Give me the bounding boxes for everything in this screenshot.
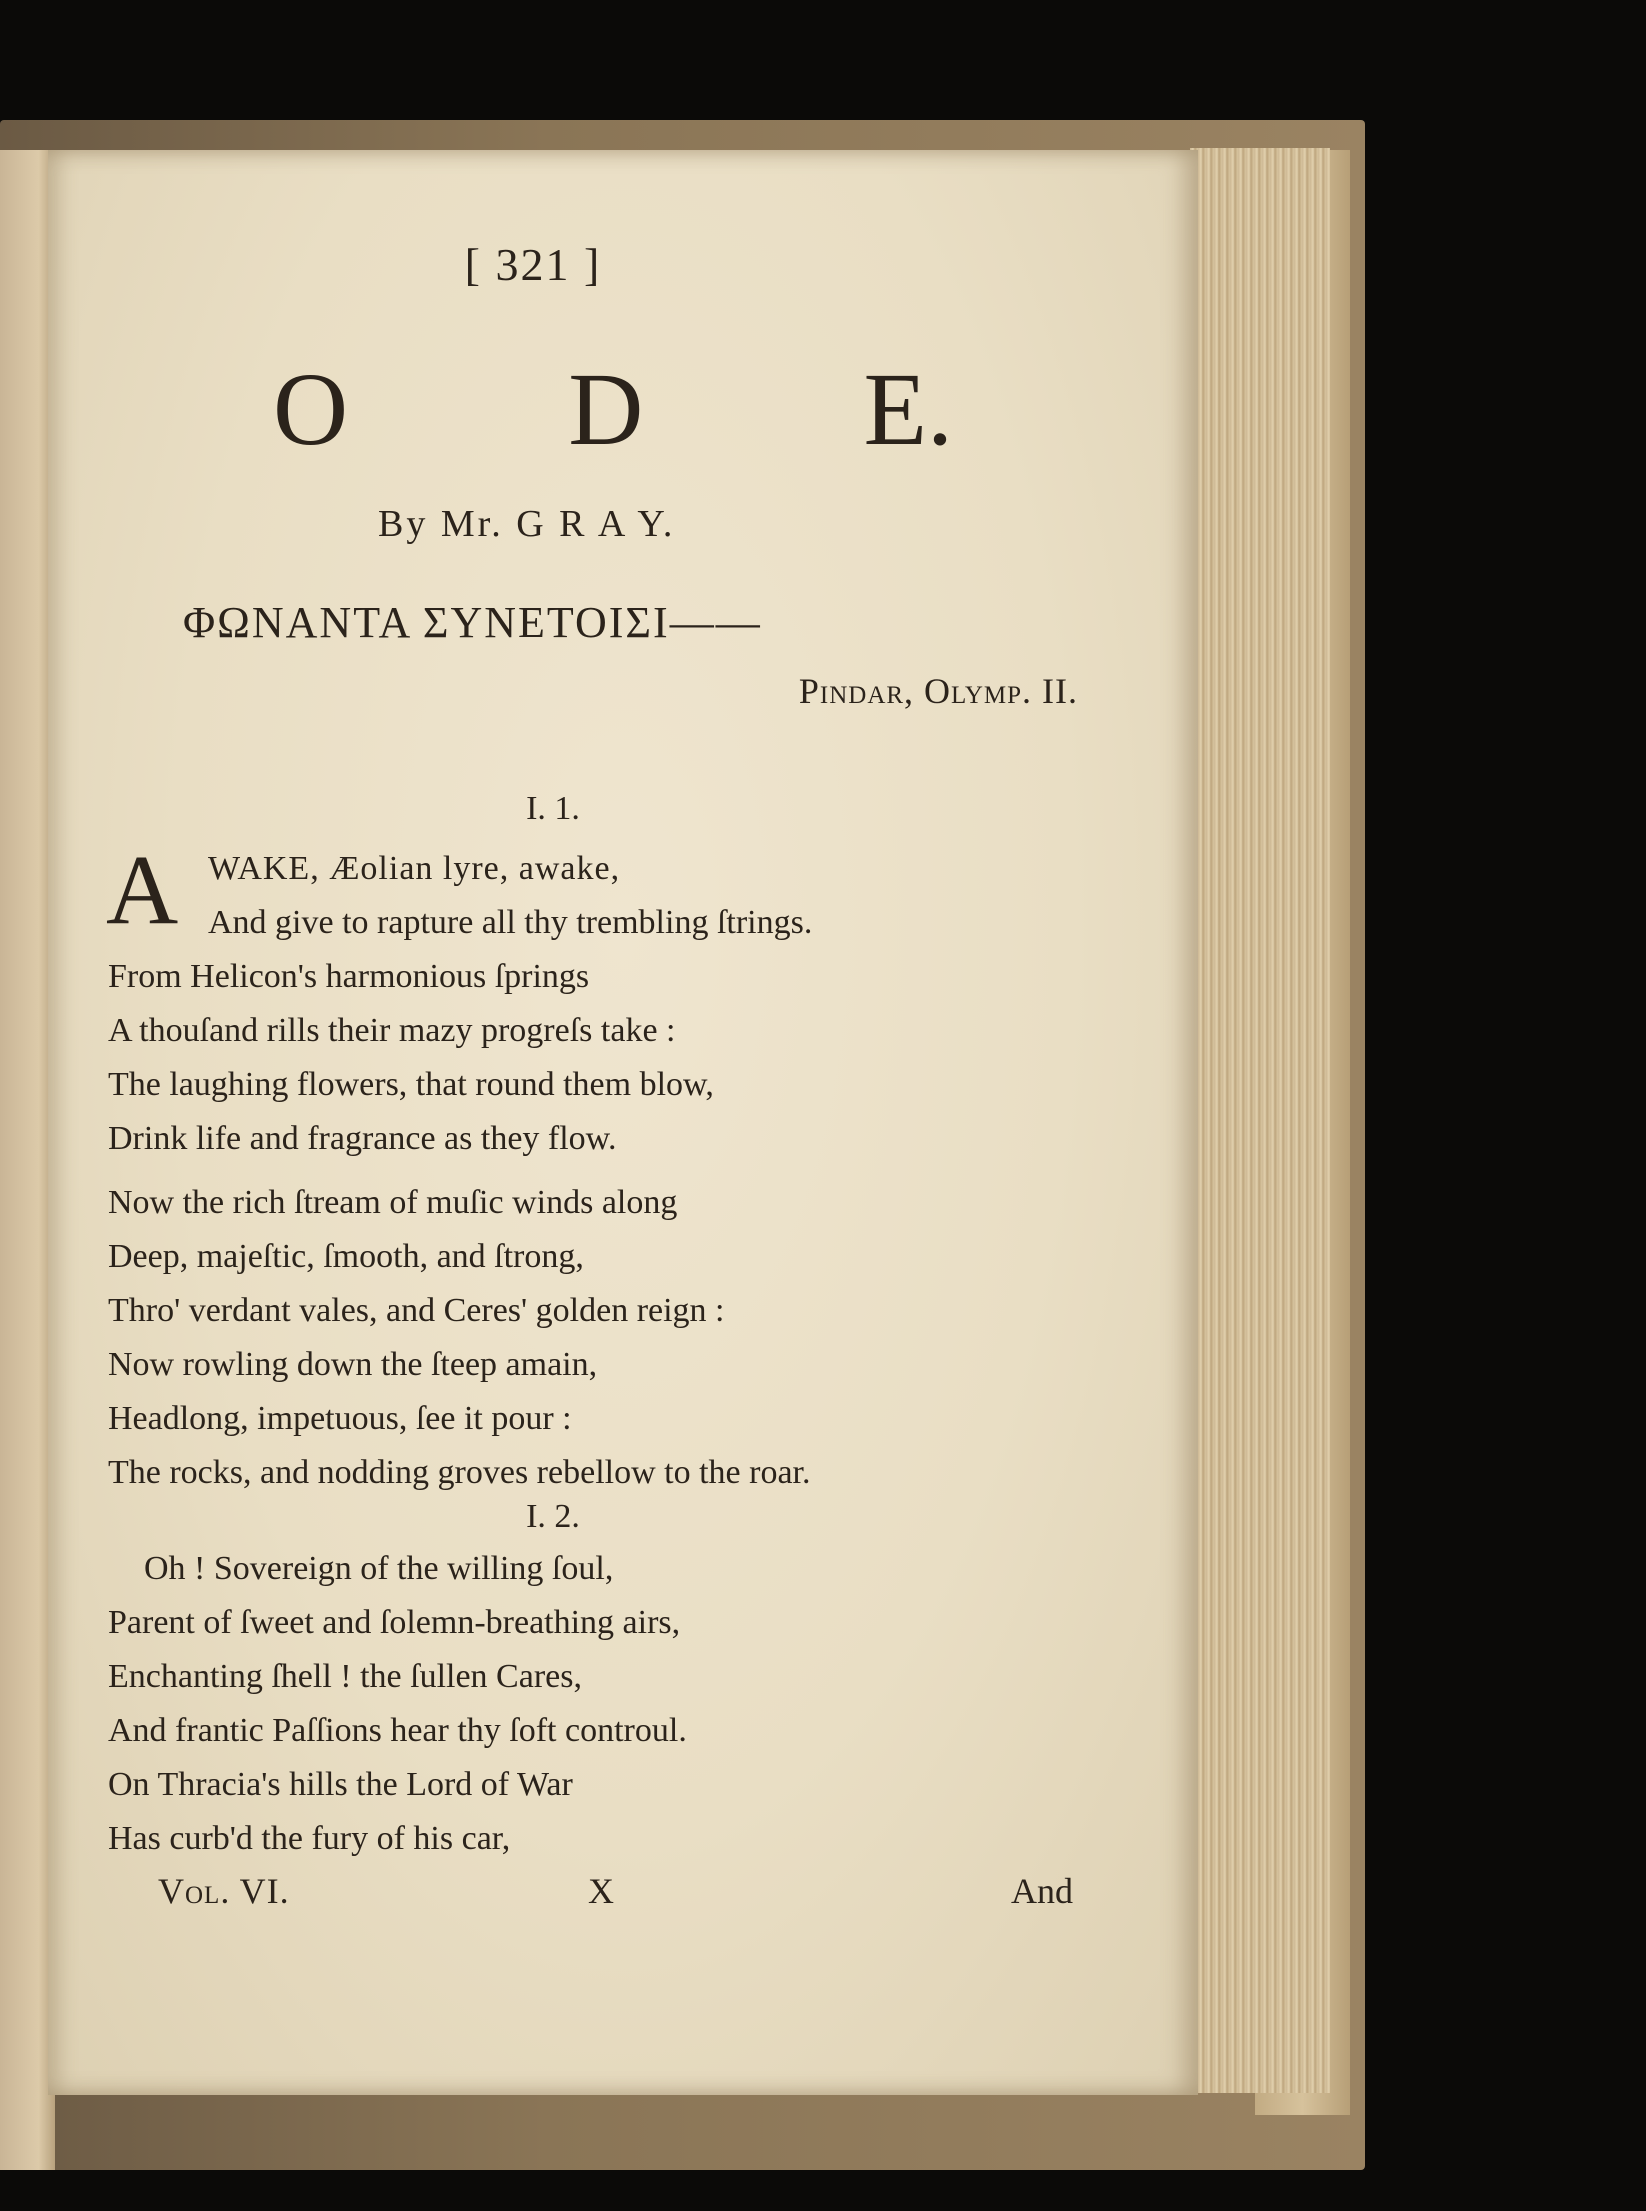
section-heading-1: I. 1. — [526, 790, 580, 827]
verse-line: Now the rich ſtream of muſic winds along — [108, 1184, 678, 1221]
verse-line: Headlong, impetuous, ſee it pour : — [108, 1400, 572, 1437]
verse-line: The rocks, and nodding groves rebellow to the roar. — [108, 1454, 811, 1491]
verse-line: On Thracia's hills the Lord of War — [108, 1766, 573, 1803]
verse-line: Has curb'd the fury of his car, — [108, 1820, 511, 1857]
drop-cap: A — [106, 834, 179, 945]
verse-line: Drink life and fragrance as they flow. — [108, 1120, 617, 1157]
verse-line: The laughing flowers, that round them blow, — [108, 1066, 714, 1103]
greek-epigraph: ΦΩΝΑΝΤΑ ΣΥΝΕΤΟΙΣΙ—— — [183, 598, 762, 647]
volume-footer: Vol. VI. — [158, 1871, 290, 1911]
book-page — [48, 150, 1198, 2095]
verse-line: Deep, majeſtic, ſmooth, and ſtrong, — [108, 1238, 584, 1275]
verse-line: And give to rapture all thy trembling ſtrings. — [208, 904, 813, 941]
signature-mark: X — [588, 1871, 614, 1911]
verse-line: And frantic Paſſions hear thy ſoft controul. — [108, 1712, 687, 1749]
verse-line: A thouſand rills their mazy progreſs take : — [108, 1012, 676, 1049]
verse-line: Now rowling down the ſteep amain, — [108, 1346, 598, 1383]
section-heading-2: I. 2. — [526, 1498, 580, 1535]
page-stack-edges — [1190, 148, 1330, 2093]
verse-line: Thro' verdant vales, and Ceres' golden reign : — [108, 1292, 725, 1329]
page-number: [ 321 ] — [464, 239, 602, 290]
verse-line: Enchanting ſhell ! the ſullen Cares, — [108, 1658, 582, 1695]
verse-line: From Helicon's harmonious ſprings — [108, 958, 590, 995]
catchword: And — [1011, 1871, 1073, 1911]
author-byline: By Mr. G R A Y. — [378, 503, 676, 545]
left-page-edge — [0, 150, 55, 2170]
title-letter-o: O — [273, 352, 349, 467]
verse-line: Parent of ſweet and ſolemn-breathing airs, — [108, 1604, 681, 1641]
verse-line: WAKE, Æolian lyre, awake, — [208, 850, 621, 887]
verse-line: Oh ! Sovereign of the willing ſoul, — [144, 1550, 614, 1587]
title-letter-e: E. — [863, 352, 953, 467]
title-letter-d: D — [568, 352, 644, 467]
page-title — [273, 350, 953, 469]
epigraph-citation: Pindar, Olymp. II. — [798, 671, 1078, 711]
